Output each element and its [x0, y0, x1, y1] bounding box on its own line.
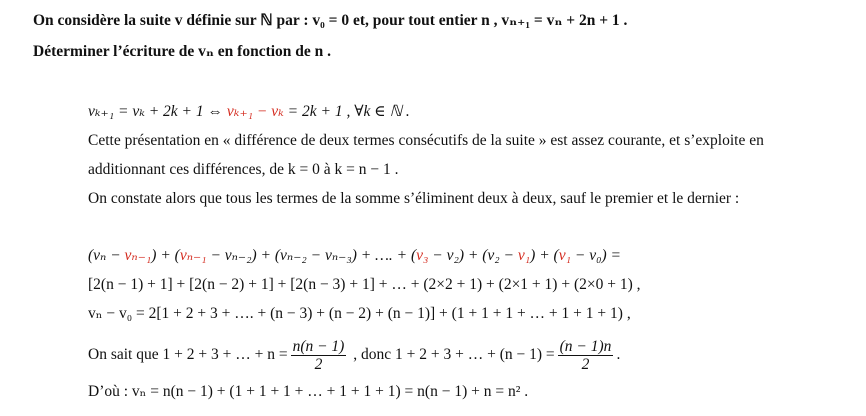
- fraction-2-denominator: 2: [581, 356, 590, 373]
- sum-term: ) + (: [530, 247, 559, 264]
- explanation-line-3: On constate alors que tous les termes de la somme s’éliminent deux à deux, sauf le premier et le dernier :: [88, 190, 740, 207]
- fraction-2-numerator: (n − 1)n: [559, 338, 612, 355]
- cancelled-term: vₙ₋₁: [124, 247, 152, 264]
- known-sum-line: [88, 338, 620, 373]
- statement-line-2: Déterminer l’écriture de vₙ en fonction de n .: [33, 43, 332, 60]
- cancelled-term: v₃: [416, 247, 429, 264]
- telescoping-sum: [88, 246, 621, 266]
- cancelled-term: vₙ₋₁: [179, 247, 207, 264]
- fraction-1-denominator: 2: [314, 356, 323, 373]
- cancelled-term: v₁: [517, 247, 531, 264]
- equation-difference-left: vₖ₊₁ = vₖ + 2k + 1 ⇔: [88, 103, 227, 120]
- sum-term: ) + (: [151, 247, 180, 264]
- known-sum-prefix: On sait que 1 + 2 + 3 + … + n =: [88, 346, 288, 364]
- statement-line-1: On considère la suite v définie sur ℕ par : v₀ = 0 et, pour tout entier n , vₙ₊₁ = vₙ + 2n + 1 .: [33, 12, 628, 29]
- explanation-line-1: Cette présentation en « différence de deux termes consécutifs de la suite » est assez courante, et s’exploite en: [88, 132, 764, 149]
- fraction-1-numerator: n(n − 1): [292, 338, 345, 355]
- difference-total: vₙ − v₀ = 2[1 + 2 + 3 + …. + (n − 3) + (n − 2) + (n − 1)] + (1 + 1 + 1 + … + 1 + 1 + 1) ,: [88, 305, 631, 322]
- known-sum-end: .: [616, 346, 621, 364]
- equation-difference-right: = 2k + 1 , ∀k ∈ ℕ .: [283, 103, 410, 120]
- known-sum-middle: , donc 1 + 2 + 3 + … + (n − 1) =: [349, 346, 555, 364]
- sum-expansion: [2(n − 1) + 1] + [2(n − 2) + 1] + [2(n − 3) + 1] + … + (2×2 + 1) + (2×1 + 1) + (2×0 + 1) ,: [88, 276, 641, 293]
- fraction-n-n-minus-1-over-2: [291, 338, 347, 373]
- equation-difference-red: vₖ₊₁ − vₖ: [226, 103, 284, 120]
- sum-term: (vₙ −: [88, 247, 125, 264]
- cancelled-term: v₁: [558, 247, 571, 264]
- explanation-line-2: additionnant ces différences, de k = 0 à k = n − 1 .: [88, 161, 399, 178]
- sum-term: − v₀) =: [571, 247, 621, 264]
- equation-difference: [88, 102, 410, 122]
- sum-term: − vₙ₋₂) + (vₙ₋₂ − vₙ₋₃) + …. + (: [206, 247, 417, 264]
- conclusion-line: D’où : vₙ = n(n − 1) + (1 + 1 + 1 + … + 1 + 1 + 1) = n(n − 1) + n = n² .: [88, 383, 529, 400]
- fraction-n-minus-1-n-over-2: [558, 338, 614, 373]
- sum-term: − v₂) + (v₂ −: [428, 247, 518, 264]
